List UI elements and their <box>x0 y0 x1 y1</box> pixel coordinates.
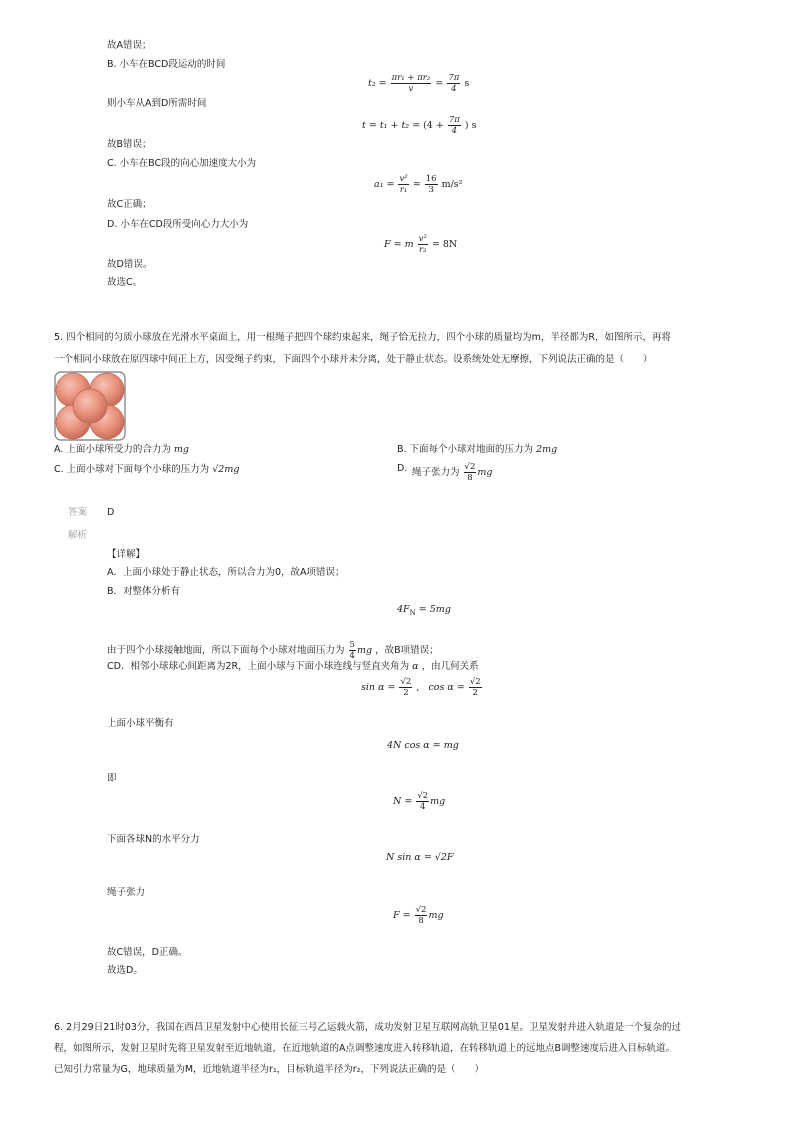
c-wrong-d-right-text: 故C错误，D正确。 <box>107 947 188 958</box>
eq-f-tension: F = $\frac{√2}{8}$ mg <box>393 905 444 926</box>
analysis-line-b: B．对整体分析有 <box>107 586 181 597</box>
q5-stem-line2: 一个相同小球放在原四球中间正上方，因受绳子约束，下面四个小球并未分离，处于静止状态。设系统处处无摩擦，下列说法正确的是（ ） <box>54 354 653 365</box>
then-text: 则小车从A到D所需时间 <box>107 98 207 109</box>
answer-label: 答案 <box>68 507 88 518</box>
analysis-line-a: A．上面小球处于静止状态，所以合力为0，故A项错误； <box>107 567 345 578</box>
b-intro-text: B. 小车在BCD段运动的时间 <box>107 59 226 70</box>
eq-n: N = $\frac{√2}{4}$ mg <box>393 791 446 812</box>
eq-4ncos: 4N cos α = mg <box>387 740 459 751</box>
ji-text: 即 <box>107 773 117 784</box>
d-intro-text: D. 小车在CD段所受向心力大小为 <box>107 219 249 230</box>
b-wrong-text: 故B错误； <box>107 139 152 150</box>
rope-tension-text: 绳子张力 <box>107 887 146 898</box>
q6-line2: 程，如图所示，发射卫星时先将卫星发射至近地轨道，在近地轨道的A点调整速度进入转移轨道，在转移轨道上的远地点B调整速度后进入目标轨道。 <box>54 1043 676 1054</box>
eq-a1: a₁ = $\frac{\text{v²}}{\text{r₁}}$ = $\frac{16}{3}$ m/s² <box>374 174 463 195</box>
choose-d-text: 故选D。 <box>107 965 143 976</box>
q5-option-d[interactable]: D. <box>397 463 408 474</box>
upper-balance-text: 上面小球平衡有 <box>107 718 174 729</box>
c-right-text: 故C正确； <box>107 199 152 210</box>
ball-center-top <box>73 389 107 423</box>
eq-nsin: N sin α = √2F <box>386 852 454 863</box>
analysis-line-cd: CD．相邻小球球心间距离为2R，上面小球与下面小球连线与竖直夹角为 α ，由几何关系 <box>107 661 479 672</box>
four-balls-figure <box>54 371 126 441</box>
eq-4fn: $4F_N = 5mg$ <box>397 604 451 617</box>
q5-option-a[interactable]: A. 上面小球所受力的合力为 mg <box>54 444 189 455</box>
q5-option-d-body[interactable]: 绳子张力为 $\frac{√2}{8}$ mg <box>412 462 493 483</box>
detail-title: 【详解】 <box>107 549 146 560</box>
eq-f: F = m $\frac{\text{v²}}{\text{r₂}}$ = 8N <box>384 234 458 255</box>
eq-t2: t₂ = $\frac{\text{πr₁ + πr₂}}{v}$ = $\frac{7\pi}{4}$ s <box>368 73 470 94</box>
eq-sin-cos: sin α = $\frac{√2}{2}$ , cos α = $\frac{√2}{2}$ <box>361 677 481 698</box>
q5-option-c[interactable]: C. 上面小球对下面每个小球的压力为 √2mg <box>54 464 240 475</box>
ground-pressure-line: 由于四个小球接触地面，所以下面每个小球对地面压力为 $\frac{5}{4}$ mg ，故B项错误； <box>107 640 439 661</box>
d-wrong-text: 故D错误。 <box>107 259 153 270</box>
answer-value: D <box>107 507 115 518</box>
q5-option-b[interactable]: B. 下面每个小球对地面的压力为 2mg <box>397 444 558 455</box>
a-wrong-text: 故A错误； <box>107 40 152 51</box>
horizontal-component-text: 下面各球N的水平分力 <box>107 834 200 845</box>
q5-stem-line1: 5. 四个相同的匀质小球放在光滑水平桌面上，用一根绳子把四个球约束起来，绳子恰无拉力，四个小球的质量均为m，半径都为R，如图所示，再将 <box>54 332 671 343</box>
q6-line3: 已知引力常量为G，地球质量为M，近地轨道半径为r₁，目标轨道半径为r₂，下列说法正确的是（ ） <box>54 1064 484 1075</box>
choose-c-text: 故选C。 <box>107 277 143 288</box>
c-intro-text: C. 小车在BC段的向心加速度大小为 <box>107 158 257 169</box>
eq-t: t = t₁ + t₂ = (4 + $\frac{7\pi}{4}$ ) s <box>362 115 477 136</box>
analysis-label: 解析 <box>68 530 88 541</box>
q6-line1: 6. 2月29日21时03分，我国在西昌卫星发射中心使用长征三号乙运载火箭，成功发射卫星互联网高轨卫星01星。卫星发射并进入轨道是一个复杂的过 <box>54 1022 681 1033</box>
